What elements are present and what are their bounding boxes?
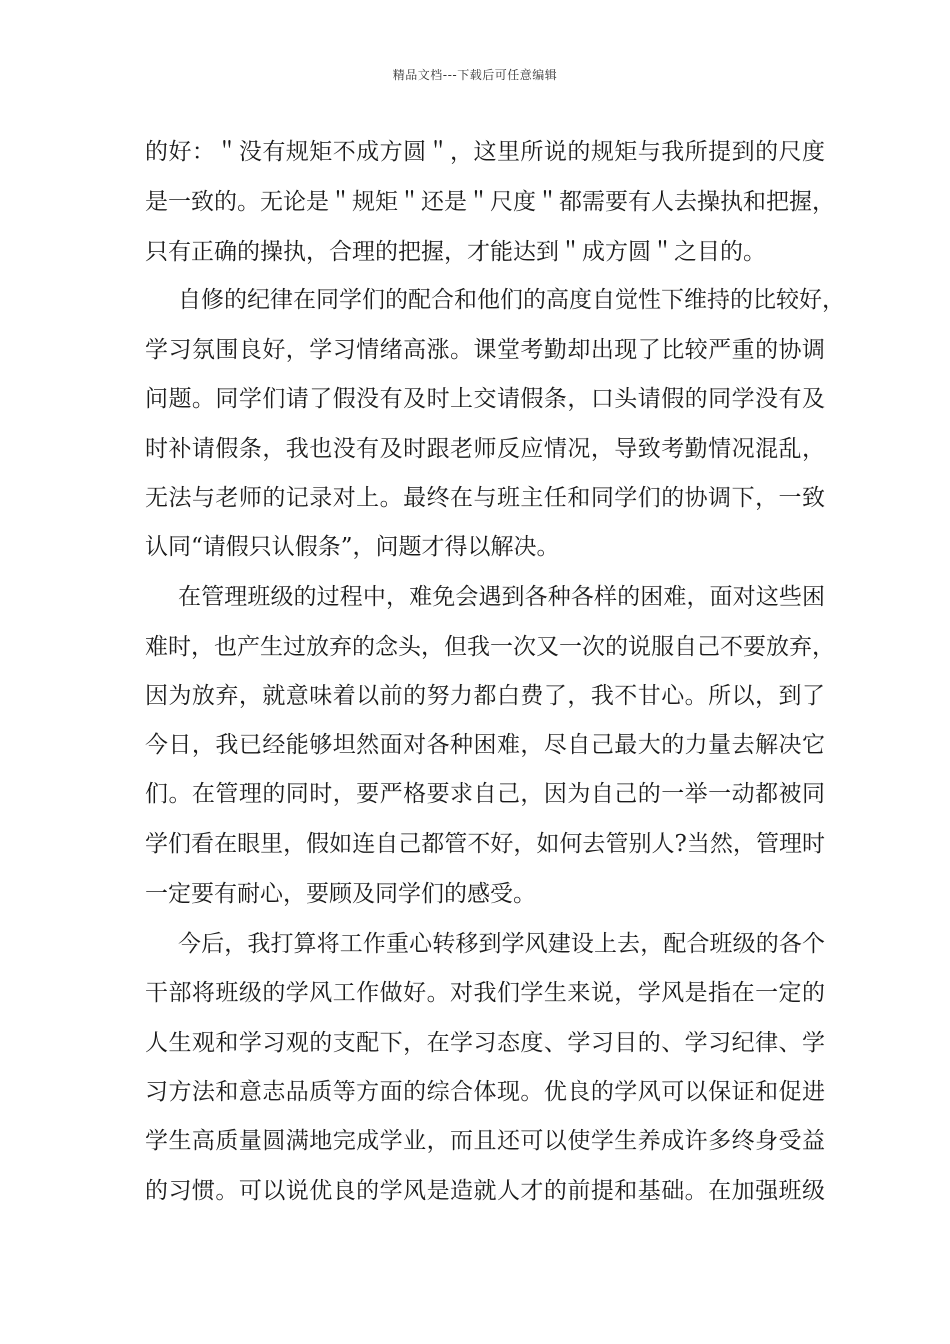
- paragraph-3-line-1: 在管理班级的过程中，难免会遇到各种各样的困难，面对这些困: [178, 584, 825, 610]
- paragraph-2-line-2: 学习氛围良好，学习情绪高涨。课堂考勤却出现了比较严重的协调: [145, 337, 825, 363]
- paragraph-2-line-1: 自修的纪律在同学们的配合和他们的高度自觉性下维持的比较好，: [178, 287, 845, 313]
- paragraph-2-line-4: 时补请假条，我也没有及时跟老师反应情况，导致考勤情况混乱，: [145, 436, 825, 462]
- paragraph-2-line-3: 问题。同学们请了假没有及时上交请假条，口头请假的同学没有及: [145, 386, 825, 412]
- paragraph-1-line-2: 是一致的。无论是＂规矩＂还是＂尺度＂都需要有人去操执和把握，: [145, 189, 835, 215]
- paragraph-4-line-5: 学生高质量圆满地完成学业，而且还可以使学生养成许多终身受益: [145, 1128, 825, 1154]
- paragraph-3-line-7: 一定要有耐心，要顾及同学们的感受。: [145, 881, 536, 907]
- paragraph-2-line-6: 认同“请假只认假条”，问题才得以解决。: [145, 534, 560, 560]
- paragraph-1-line-1: 的好：＂没有规矩不成方圆＂，这里所说的规矩与我所提到的尺度: [145, 139, 825, 165]
- paragraph-2-line-5: 无法与老师的记录对上。最终在与班主任和同学们的协调下，一致: [145, 485, 825, 511]
- paragraph-4-line-2: 干部将班级的学风工作做好。对我们学生来说，学风是指在一定的: [145, 980, 825, 1006]
- paragraph-1-line-3: 只有正确的操执，合理的把握，才能达到＂成方圆＂之目的。: [145, 239, 766, 265]
- paragraph-3-line-3: 因为放弃，就意味着以前的努力都白费了，我不甘心。所以，到了: [145, 683, 825, 709]
- paragraph-3-line-2: 难时，也产生过放弃的念头，但我一次又一次的说服自己不要放弃，: [145, 634, 835, 660]
- paragraph-3-line-6: 学们看在眼里，假如连自己都管不好，如何去管别人?当然，管理时: [145, 831, 825, 857]
- paragraph-4-line-4: 习方法和意志品质等方面的综合体现。优良的学风可以保证和促进: [145, 1079, 825, 1105]
- paragraph-4-line-6: 的习惯。可以说优良的学风是造就人才的前提和基础。在加强班级: [145, 1178, 825, 1204]
- paragraph-3-line-5: 们。在管理的同时，要严格要求自己，因为自己的一举一动都被同: [145, 781, 825, 807]
- paragraph-4-line-3: 人生观和学习观的支配下，在学习态度、学习目的、学习纪律、学: [145, 1030, 825, 1056]
- page-header: 精品文档---下载后可任意编辑: [392, 68, 558, 82]
- paragraph-4-line-1: 今后，我打算将工作重心转移到学风建设上去，配合班级的各个: [178, 931, 825, 957]
- paragraph-3-line-4: 今日，我已经能够坦然面对各种困难，尽自己最大的力量去解决它: [145, 732, 825, 758]
